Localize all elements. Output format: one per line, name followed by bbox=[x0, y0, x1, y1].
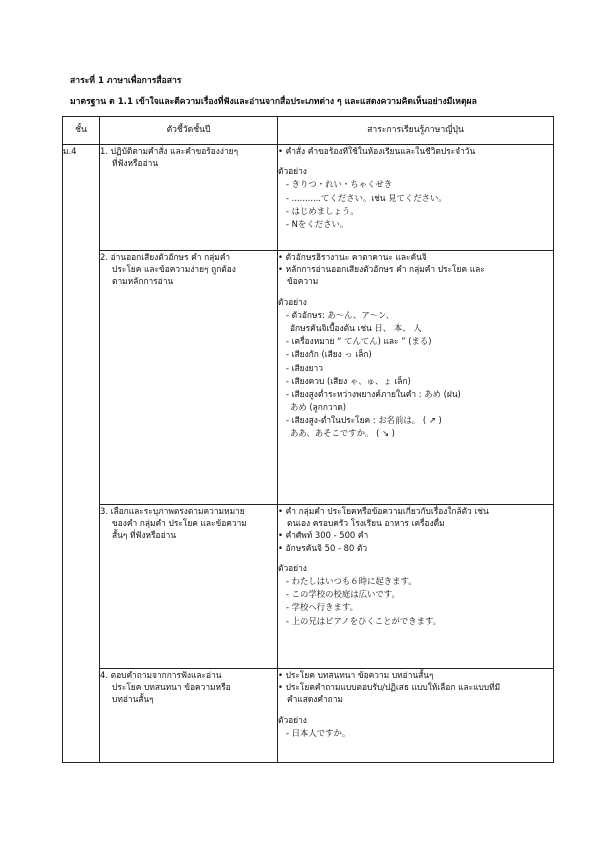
example-line: อักษรคันจิเบื้องต้น เช่น 日、 本、 人 bbox=[290, 322, 422, 333]
bullet-icon: • bbox=[278, 670, 286, 680]
header-indicator: ตัวชี้วัดชั้นปี bbox=[100, 117, 278, 145]
content-bullet-line bbox=[278, 669, 553, 681]
table-row bbox=[63, 505, 554, 669]
example-line: - ...........てください。เช่น 見てください。 bbox=[286, 192, 447, 203]
indicator-line: ประโยค และข้อความง่ายๆ ถูกต้อง bbox=[112, 264, 236, 275]
content-cell bbox=[278, 145, 554, 251]
content-bullet-line bbox=[278, 251, 553, 263]
content-cell bbox=[278, 669, 554, 763]
indicator-line: ที่ฟังหรืออ่าน bbox=[112, 158, 159, 169]
indicator-line: ตามหลักการอ่าน bbox=[112, 276, 174, 287]
content-bullet-line bbox=[278, 681, 553, 693]
bullet-text: ประโยคคำถามแบบตอบรับ/ปฏิเสธ แบบให้เลือก และแบบที่มี bbox=[285, 682, 501, 693]
bullet-text: ตัวอักษรฮิรางานะ คาตาคานะ และคันจิ bbox=[285, 252, 427, 262]
example-label: ตัวอย่าง bbox=[278, 562, 307, 573]
example-line: - ตัวอักษร: あ〜ん、ア〜ン、 bbox=[286, 309, 395, 320]
bullet-text: หลักการอ่านออกเสียงตัวอักษร คำ กลุ่มคำ ประโยค และ bbox=[285, 264, 485, 275]
strand-title: สาระที่ 1 ภาษาเพื่อการสื่อสาร bbox=[70, 76, 182, 86]
example-line: - 上の兄はピアノをひくことができます。 bbox=[286, 615, 442, 626]
header-level: ชั้น bbox=[63, 117, 100, 145]
bullet-text: คำศัพท์ 300 - 500 คำ bbox=[285, 530, 369, 541]
example-line: - Nをください。 bbox=[286, 218, 349, 229]
content-bullet-line: คำแสดงคำถาม bbox=[287, 694, 343, 705]
curriculum-table bbox=[62, 116, 554, 763]
bullet-text: คำ กลุ่มคำ ประโยคหรือข้อความเกี่ยวกับเรื่องใกล้ตัว เช่น bbox=[285, 506, 489, 516]
example-label: ตัวอย่าง bbox=[278, 166, 307, 177]
indicator-line: ประโยค บทสนทนา ข้อความหรือ bbox=[112, 682, 231, 693]
header-content: สาระการเรียนรู้ภาษาญี่ปุ่น bbox=[278, 117, 554, 145]
example-line: - เสียงควบ (เสียง ゃ、ゅ、ょ เล็ก) bbox=[286, 375, 411, 386]
table-row bbox=[63, 145, 554, 251]
content-bullet-line: ข้อความ bbox=[287, 276, 319, 287]
table-row bbox=[63, 669, 554, 763]
example-line: ああ、あそこですか。 ( ↘ ) bbox=[290, 428, 395, 439]
bullet-text: อักษรคันจิ 50 - 80 ตัว bbox=[285, 542, 368, 553]
table-row bbox=[63, 251, 554, 505]
example-line: あめ (ลูกกวาด) bbox=[290, 402, 347, 413]
example-line: - เสียงยาว bbox=[286, 362, 323, 373]
indicator-cell bbox=[100, 505, 278, 669]
example-line: - เสียงกัก (เสียง っ เล็ก) bbox=[286, 349, 372, 360]
content-bullet-line bbox=[278, 505, 553, 517]
bullet-text: ประโยค บทสนทนา ข้อความ บทอ่านสั้นๆ bbox=[285, 670, 434, 680]
content-cell bbox=[278, 251, 554, 505]
indicator-cell bbox=[100, 251, 278, 505]
example-label: ตัวอย่าง bbox=[278, 714, 307, 725]
indicator-line: บทอ่านสั้นๆ bbox=[112, 694, 154, 705]
indicator-cell bbox=[100, 145, 278, 251]
bullet-icon: • bbox=[278, 264, 286, 275]
example-line: - この学校の校庭は広いです。 bbox=[286, 589, 400, 600]
example-line: - きりつ・れい・ちゃくせき bbox=[286, 179, 393, 190]
content-bullet-line bbox=[278, 263, 553, 275]
example-label: ตัวอย่าง bbox=[278, 296, 307, 307]
example-line: - เสียงสูง-ต่ำในประโยค : お名前は。 ( ↗ ) bbox=[286, 415, 442, 426]
bullet-icon: • bbox=[278, 146, 286, 156]
bullet-text: คำสั่ง คำขอร้องที่ใช้ในห้องเรียนและในชีวิตประจำวัน bbox=[285, 146, 476, 156]
bullet-icon: • bbox=[278, 506, 286, 516]
indicator-line: 4. ตอบคำถามจากการฟังและอ่าน bbox=[100, 670, 222, 680]
content-bullet-line bbox=[278, 529, 553, 541]
content-bullet-line bbox=[278, 542, 553, 554]
example-line: - 学校へ行きます。 bbox=[286, 602, 359, 613]
bullet-icon: • bbox=[278, 682, 286, 693]
indicator-line: 2. อ่านออกเสียงตัวอักษร คำ กลุ่มคำ bbox=[100, 252, 231, 262]
example-line: - はじめましょう。 bbox=[286, 205, 359, 216]
bullet-icon: • bbox=[278, 542, 286, 553]
bullet-icon: • bbox=[278, 530, 286, 541]
grade-level-cell: ม.4 bbox=[63, 145, 100, 763]
standard-title: มาตรฐาน ต 1.1 เข้าใจและตีความเรื่องที่ฟังและอ่านจากสื่อประเภทต่าง ๆ และแสดงความคิดเห็นอย่างมีเหตุผล bbox=[70, 97, 477, 107]
indicator-cell bbox=[100, 669, 278, 763]
content-bullet-line: ตนเอง ครอบครัว โรงเรียน อาหาร เครื่องดื่ม bbox=[287, 518, 445, 529]
example-line: - เสียงสูงต่ำระหว่างพยางค์ภายในคำ : あめ (ฝน) bbox=[286, 388, 461, 399]
content-bullet-line bbox=[278, 145, 553, 157]
indicator-line: 3. เลือกและระบุภาพตรงตามความหมาย bbox=[100, 506, 245, 516]
example-line: - เครื่องหมาย “ てんてん) และ ” (まる) bbox=[286, 336, 432, 347]
indicator-line: 1. ปฏิบัติตามคำสั่ง และคำขอร้องง่ายๆ bbox=[100, 146, 239, 156]
indicator-line: สั้นๆ ที่ฟังหรืออ่าน bbox=[112, 530, 177, 541]
example-line: - 日本人ですか。 bbox=[286, 727, 351, 738]
example-line: - わたしはいつも６時に起きます。 bbox=[286, 575, 417, 586]
indicator-line: ของคำ กลุ่มคำ ประโยค และข้อความ bbox=[112, 518, 247, 529]
table-header-row bbox=[63, 117, 554, 145]
bullet-icon: • bbox=[278, 252, 286, 262]
content-cell bbox=[278, 505, 554, 669]
